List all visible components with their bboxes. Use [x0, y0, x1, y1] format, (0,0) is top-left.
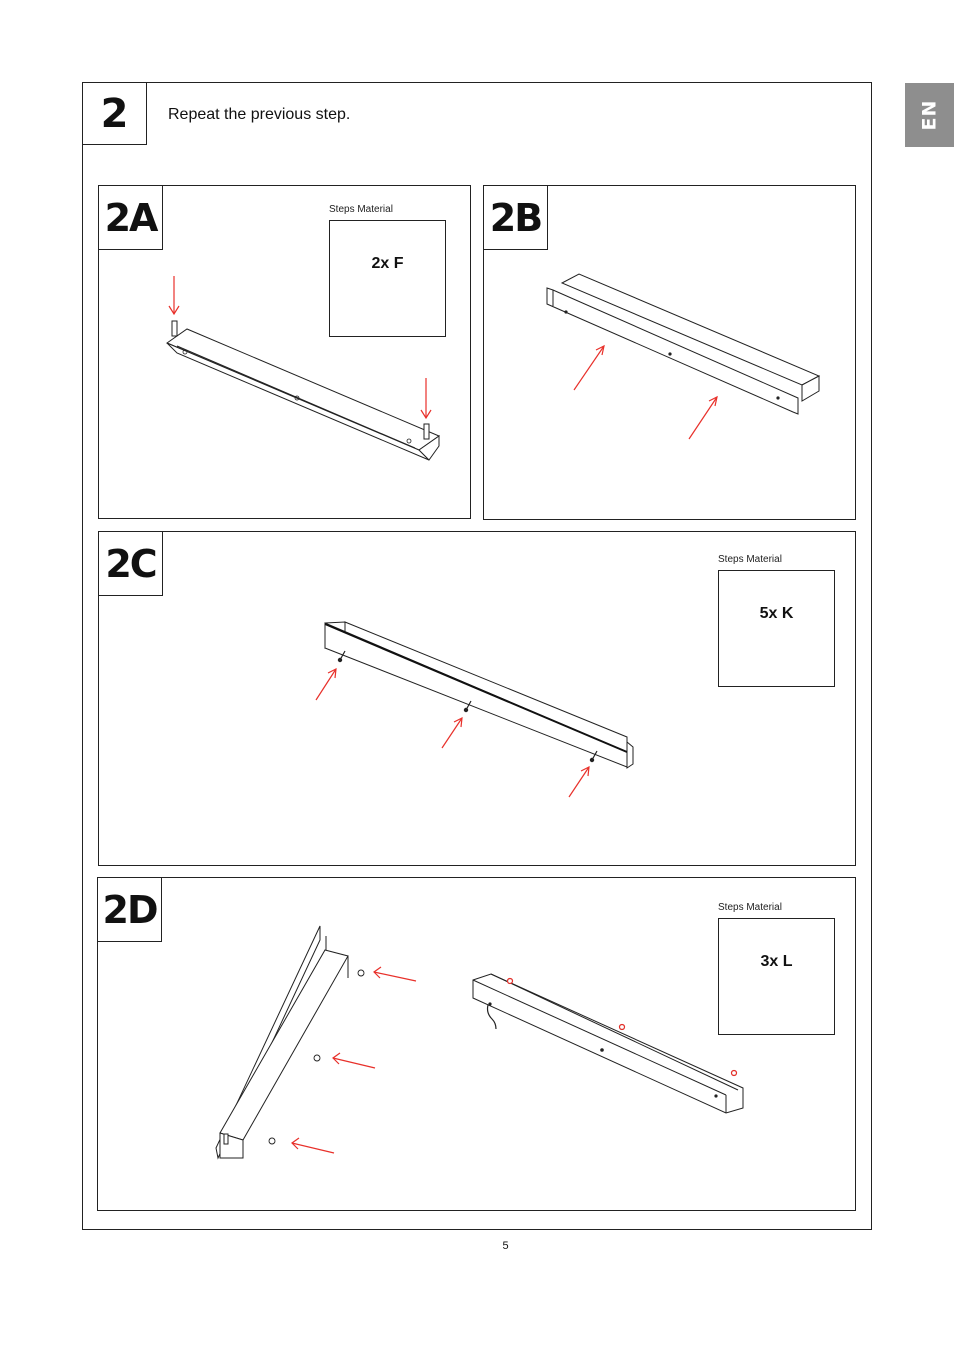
materials-title-2d: Steps Material — [718, 902, 782, 913]
panel-label-2a: 2A — [98, 185, 163, 250]
cam-lock-illustration — [98, 878, 855, 1210]
panel-2b — [483, 185, 856, 520]
panel-2c — [98, 531, 856, 866]
step-instruction: Repeat the previous step. — [168, 106, 351, 123]
materials-count-2d: 3x L — [760, 953, 793, 970]
rail-with-dowels-illustration — [99, 186, 470, 518]
panel-label-2c: 2C — [98, 531, 163, 596]
allen-key-icon — [488, 1005, 497, 1029]
materials-count-2c: 5x K — [759, 605, 794, 622]
page-number: 5 — [502, 1240, 509, 1252]
language-code: EN — [918, 99, 941, 131]
materials-title-2a: Steps Material — [329, 204, 393, 215]
screw-panel-illustration — [99, 532, 855, 865]
language-tab — [905, 83, 954, 147]
panel-2a — [98, 185, 471, 519]
materials-title-2c: Steps Material — [718, 554, 782, 565]
rail-with-panel-illustration — [484, 186, 855, 519]
panel-2d — [97, 877, 856, 1211]
step-number: 2 — [82, 82, 147, 145]
panel-label-2b: 2B — [483, 185, 548, 250]
materials-count-2a: 2x F — [371, 255, 404, 272]
panel-label-2d: 2D — [97, 877, 162, 942]
